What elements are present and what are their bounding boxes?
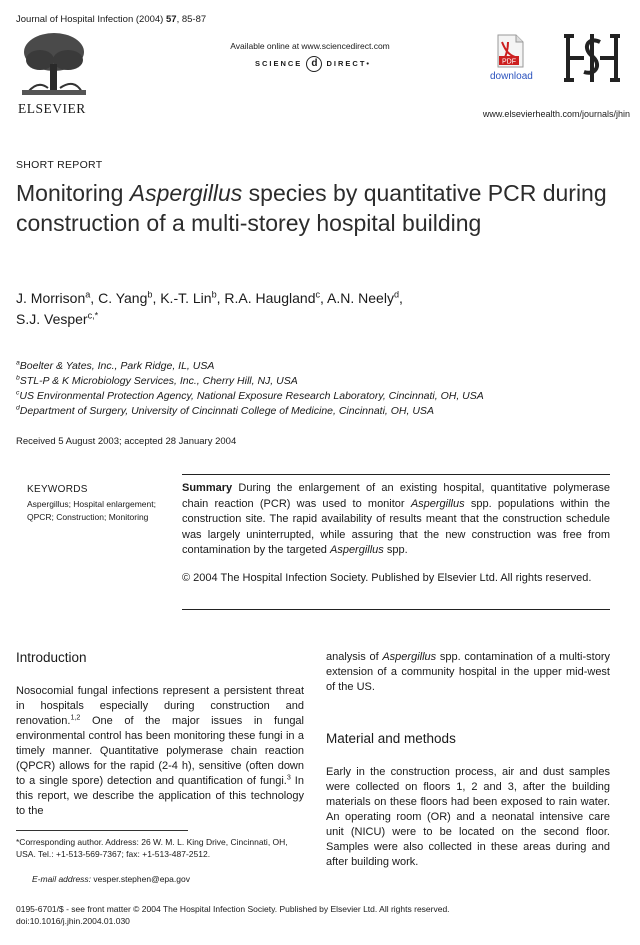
corresponding-author-footnote: *Corresponding author. Address: 26 W. M. L. King Drive, Cincinnati, OH, USA. Tel.: +1-513-569-7367; fax: +1-513-487-2512.: [16, 837, 288, 859]
affiliation: $^c$US Environmental Protection Agency, National Exposure Research Laboratory, Cincinnati, OH, USA: [16, 389, 484, 402]
methods-text: Early in the construction process, air and dust samples were collected on floors 1, 2 and 3, after the building materials on these floors had been exposed to rain water. An operating room (OR) and a neonatal intensive care unit (NICU) were to be located on the second floor. Samples were also collected in these areas during and after building work.: [326, 766, 610, 868]
issn-doi-line: [16, 903, 616, 927]
methods-heading: Material and methods: [326, 731, 456, 746]
abstract-top-rule: [182, 474, 610, 475]
doi-line: doi:10.1016/j.jhin.2004.01.030: [16, 916, 130, 926]
author: A.N. Neely: [327, 290, 394, 306]
author: R.A. Haugland: [224, 290, 316, 306]
keywords-list: Aspergillus; Hospital enlargement; QPCR; Construction; Monitoring: [27, 499, 156, 522]
affiliations: [16, 359, 624, 419]
email-link[interactable]: vesper.stephen@epa.gov: [91, 874, 190, 884]
affiliation: $^a$Boelter & Yates, Inc., Park Ridge, IL, USA: [16, 359, 215, 372]
hospital-infection-society-logo: [560, 30, 624, 86]
author: K.-T. Lin: [160, 290, 212, 306]
journal-reference: Journal of Hospital Infection (2004) 57, 85-87: [16, 14, 207, 25]
abstract-bottom-rule: [182, 609, 610, 610]
elsevier-tree-logo: [18, 30, 90, 98]
affiliation: $^b$STL-P & K Microbiology Services, Inc., Cherry Hill, NJ, USA: [16, 374, 298, 387]
received-dates: Received 5 August 2003; accepted 28 January 2004: [16, 436, 237, 447]
svg-text:PDF: PDF: [502, 58, 516, 66]
affiliation: $^d$Department of Surgery, University of Cincinnati College of Medicine, Cincinnati, OH, USA: [16, 404, 434, 417]
article-title: Monitoring Aspergillus species by quantitative PCR during construction of a multi-storey hospital building: [16, 180, 607, 236]
keywords-heading: KEYWORDS: [27, 484, 88, 495]
journal-url[interactable]: www.elsevierhealth.com/journals/jhin: [482, 109, 630, 119]
abstract-copyright: © 2004 The Hospital Infection Society. Published by Elsevier Ltd. All rights reserved.: [182, 572, 592, 584]
author: S.J. Vesper: [16, 311, 88, 327]
introduction-continued: analysis of Aspergillus spp. contamination of a multi-story extension of a community hospital in the upper mid-west of the US.: [326, 651, 611, 693]
footnote-rule: [16, 830, 188, 831]
introduction-heading: Introduction: [16, 650, 87, 665]
section-type: SHORT REPORT: [16, 159, 103, 171]
pdf-icon[interactable]: [496, 34, 524, 68]
available-online-text: Available online at www.sciencedirect.com: [230, 41, 390, 51]
publisher-name: ELSEVIER: [18, 101, 86, 116]
email-footnote: E-mail address: vesper.stephen@epa.gov: [32, 874, 190, 884]
sciencedirect-logo: SCIENCE d DIRECT•: [248, 56, 378, 72]
introduction-text: Nosocomial fungal infections represent a persistent threat in hospitals especially during construction and renovation.$^{1,2}$ One of the major issues in fungal environmental control has been monitoring these fungi in a timely manner. Quantitative polymerase chain reaction (QPCR) allows for the rapid (2-4 h), sensitive (often down to a single spore) detection and quantification of fungi.$^3$ In this report, we describe the application of this technology to the: [16, 685, 304, 817]
issn-line: 0195-6701/$ - see front matter © 2004 The Hospital Infection Society. Published by Elsevier Ltd. All rights reserved.: [16, 904, 450, 914]
author-list: J. Morrison$^a$, C. Yang$^b$, K.-T. Lin$^b$, R.A. Haugland$^c$, A.N. Neely$^d$, S.J. Vesper$^{c,*}$: [16, 289, 403, 327]
abstract-summary: Summary During the enlargement of an existing hospital, quantitative polymerase chain reaction (PCR) was used to monitor Aspergillus spp. populations within the construction site. The rapid availability of results meant that the construction schedule was largely uninterrupted, while assuring that the new construction was free from contamination by the targeted Aspergillus spp.: [182, 482, 610, 556]
author: J. Morrison: [16, 290, 86, 306]
author: C. Yang: [98, 290, 148, 306]
pdf-download-link[interactable]: download: [490, 71, 533, 82]
